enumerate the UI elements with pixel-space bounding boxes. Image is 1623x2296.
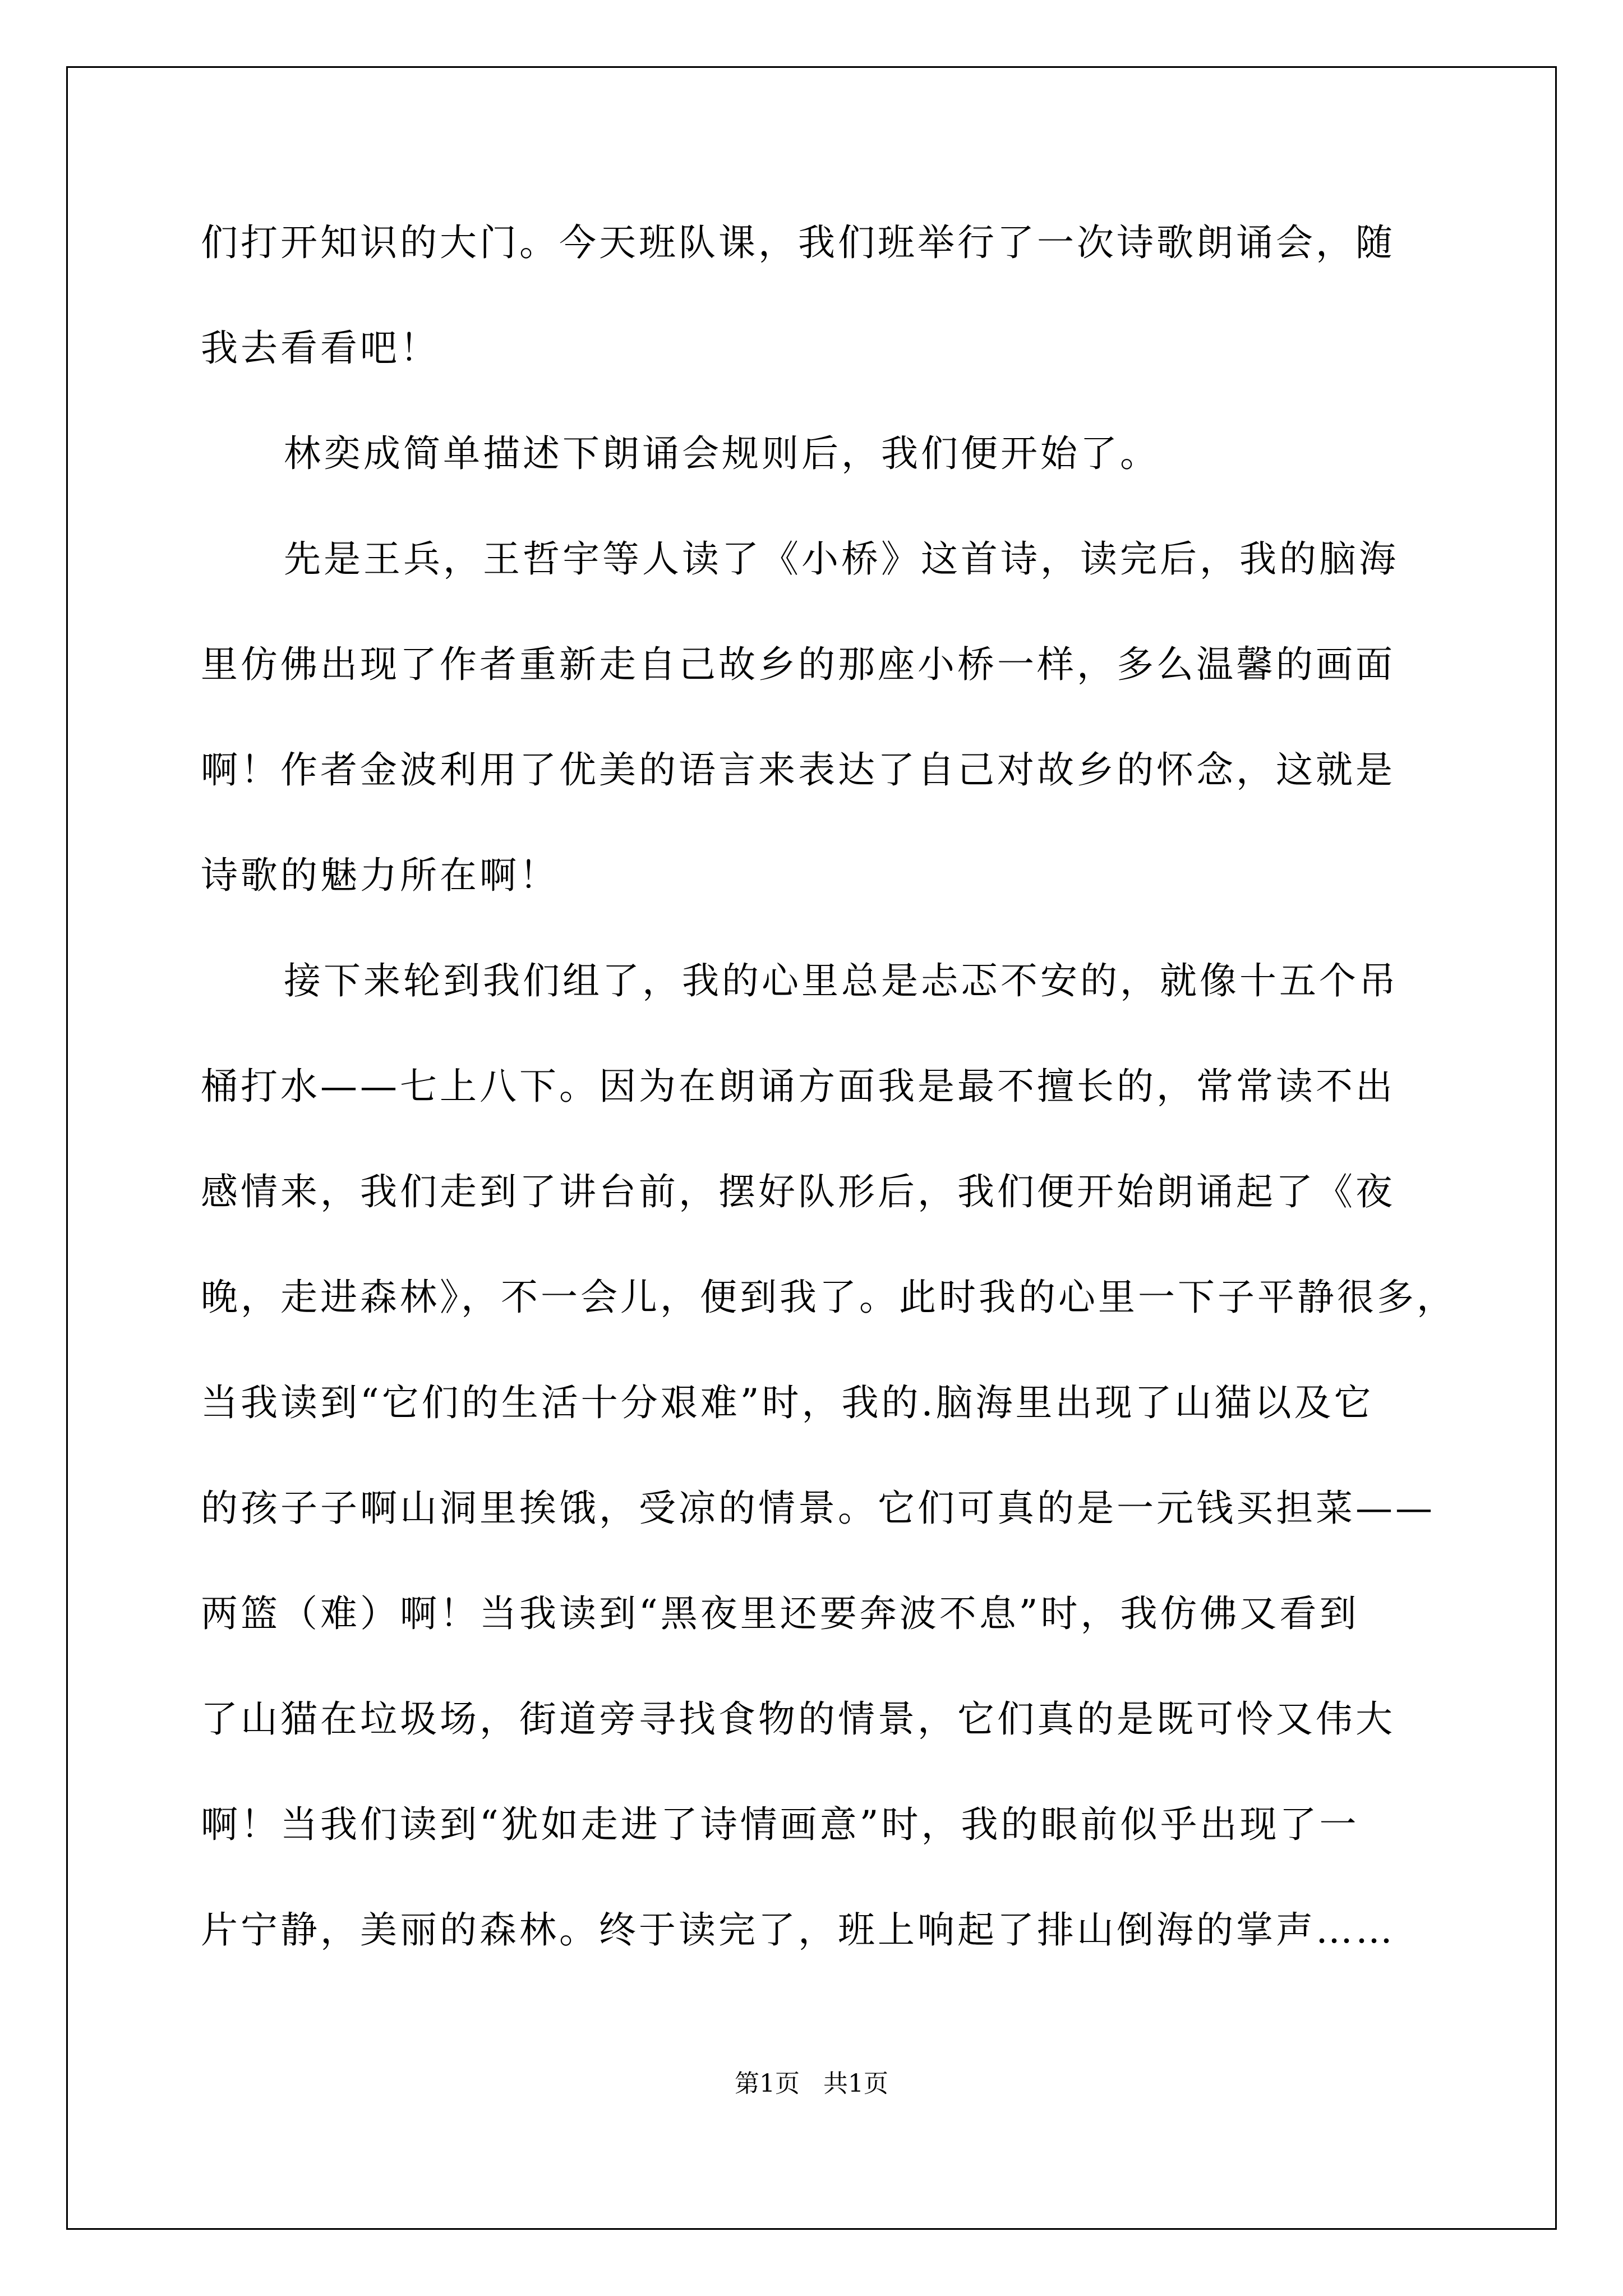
text-line: 晚，走进森林》，不一会儿，便到我了。此时我的心里一下子平静很多， xyxy=(201,1276,1456,1319)
text-line: 诗歌的魅力所在啊！ xyxy=(201,854,559,897)
text-line: 先是王兵，王哲宇等人读了《小桥》这首诗，读完后，我的脑海 xyxy=(284,537,1399,581)
text-line: 接下来轮到我们组了，我的心里总是忐忑不安的，就像十五个吊 xyxy=(284,959,1399,1002)
text-line: 里仿佛出现了作者重新走自己故乡的那座小桥一样，多么温馨的画面 xyxy=(201,643,1395,686)
text-line: 林奕成简单描述下朗诵会规则后，我们便开始了。 xyxy=(284,432,1160,475)
text-line: 们打开知识的大门。今天班队课，我们班举行了一次诗歌朗诵会，随 xyxy=(201,221,1395,264)
text-line: 我去看看吧！ xyxy=(201,326,440,370)
text-line: 啊！作者金波利用了优美的语言来表达了自己对故乡的怀念，这就是 xyxy=(201,748,1395,792)
text-line: 桶打水——七上八下。因为在朗诵方面我是最不擅长的，常常读不出 xyxy=(201,1065,1395,1108)
text-line: 了山猫在垃圾场，街道旁寻找食物的情景，它们真的是既可怜又伟大 xyxy=(201,1697,1395,1741)
page-footer: 第1页 共1页 xyxy=(735,2069,888,2098)
text-line: 啊！当我们读到“犹如走进了诗情画意”时，我的眼前似乎出现了一 xyxy=(201,1803,1359,1846)
text-line: 当我读到“它们的生活十分艰难”时，我的.脑海里出现了山猫以及它 xyxy=(201,1381,1374,1424)
document-body xyxy=(201,215,1456,2008)
text-line: 两篮（难）啊！当我读到“黑夜里还要奔波不息”时，我仿佛又看到 xyxy=(201,1592,1359,1635)
text-line: 感情来，我们走到了讲台前，摆好队形后，我们便开始朗诵起了《夜 xyxy=(201,1170,1395,1213)
text-line: 的孩子子啊山洞里挨饿，受凉的情景。它们可真的是一元钱买担菜—— xyxy=(201,1487,1435,1530)
text-line: 片宁静，美丽的森林。终于读完了，班上响起了排山倒海的掌声…… xyxy=(201,1908,1395,1952)
